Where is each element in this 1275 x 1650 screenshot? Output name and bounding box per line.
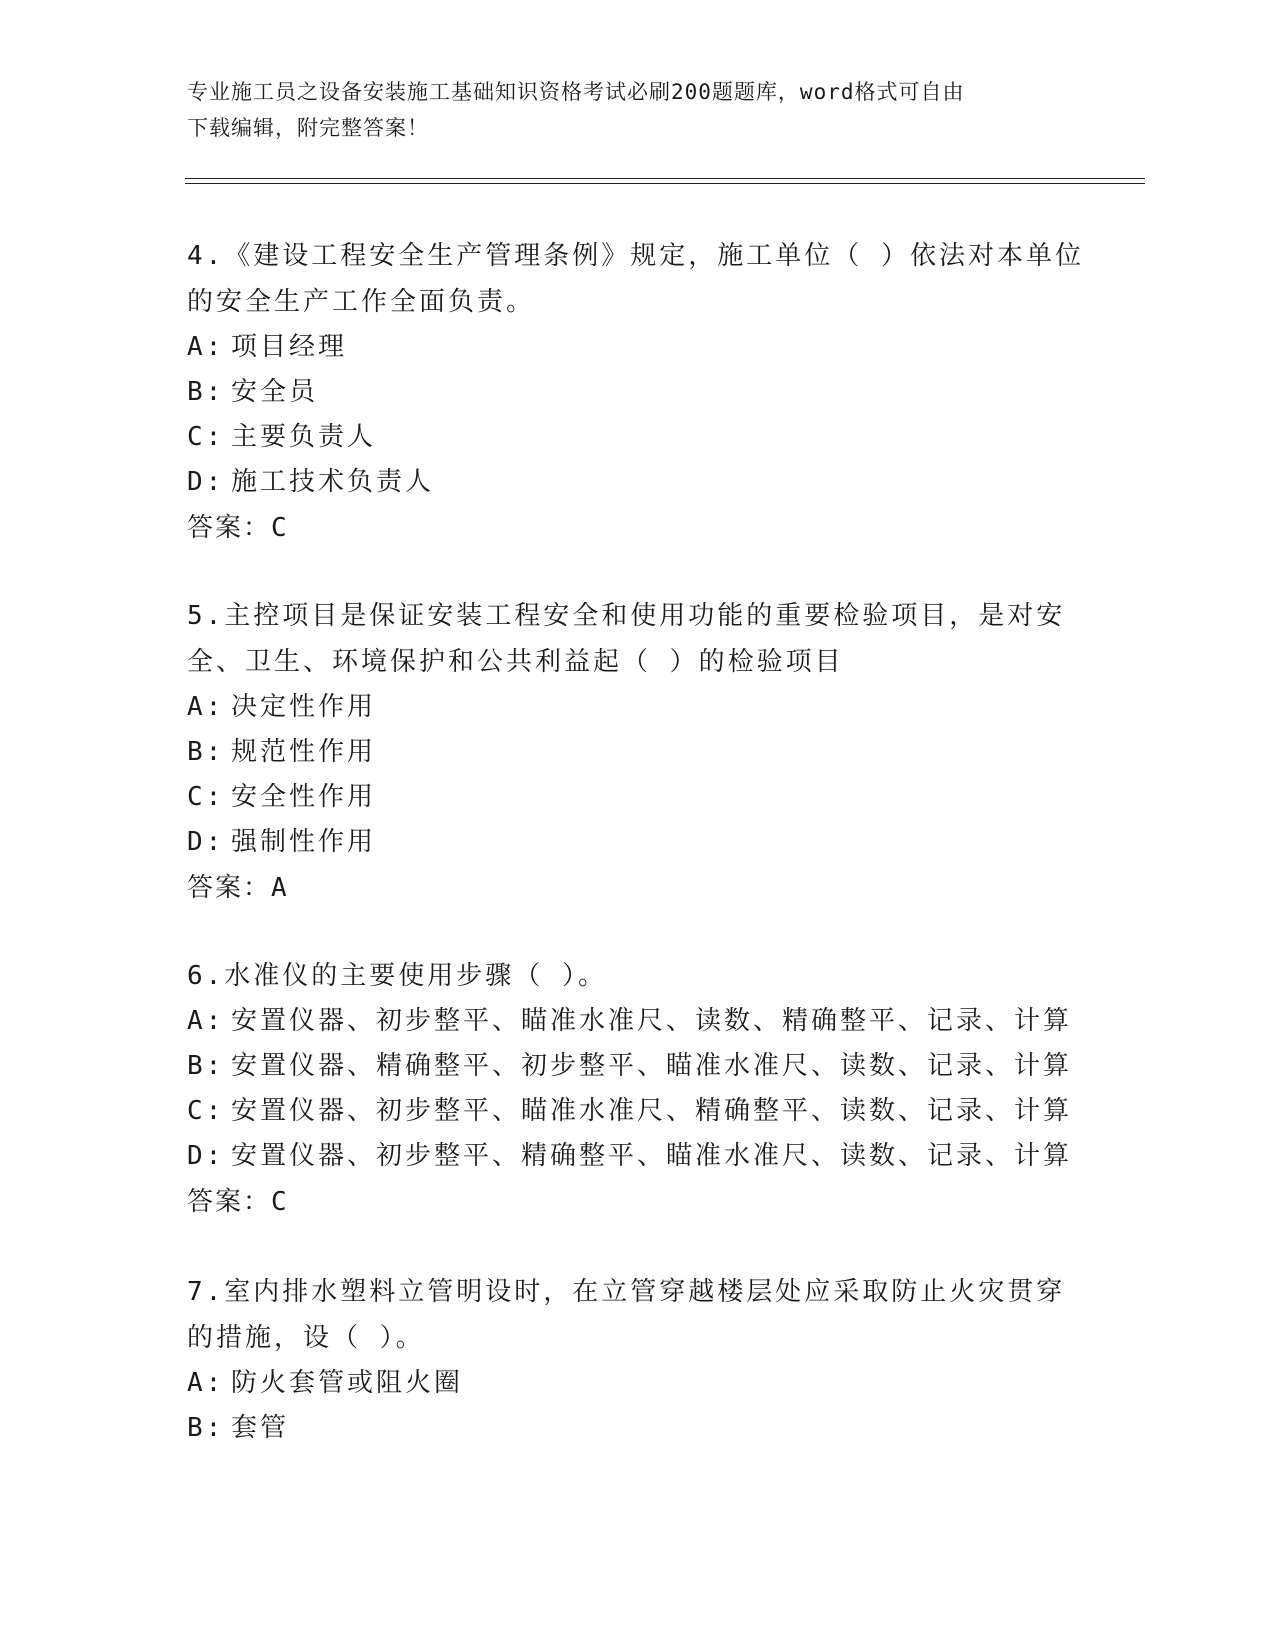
option-text: 安全员 — [231, 377, 319, 407]
option-text: 决定性作用 — [231, 692, 377, 722]
option-text: 安置仪器、初步整平、瞄准水准尺、读数、精确整平、记录、计算 — [231, 1006, 1073, 1036]
option-text: 规范性作用 — [231, 737, 377, 767]
option-text: 套管 — [231, 1413, 290, 1443]
option-d — [187, 1134, 1087, 1179]
option-label: C: — [187, 422, 225, 452]
option-b — [187, 1406, 1087, 1451]
answer-value: A — [271, 873, 289, 903]
option-b — [187, 1044, 1087, 1089]
option-label: B: — [187, 1051, 225, 1081]
answer-line — [187, 505, 1087, 551]
option-c — [187, 1089, 1087, 1134]
header-line-2: 下载编辑，附完整答案！ — [187, 116, 429, 140]
option-label: D: — [187, 827, 225, 857]
option-label: C: — [187, 782, 225, 812]
question-4 — [187, 233, 1087, 551]
answer-value: C — [271, 1187, 289, 1217]
option-label: B: — [187, 737, 225, 767]
option-text: 防火套管或阻火圈 — [231, 1368, 464, 1398]
option-label: D: — [187, 1141, 225, 1171]
option-d — [187, 460, 1087, 505]
answer-line — [187, 1179, 1087, 1225]
question-text: 4.《建设工程安全生产管理条例》规定，施工单位（ ）依法对本单位的安全生产工作全面负责。 — [187, 241, 1084, 317]
answer-line — [187, 865, 1087, 911]
option-label: D: — [187, 467, 225, 497]
answer-label: 答案： — [187, 513, 272, 543]
option-label: C: — [187, 1096, 225, 1126]
option-b — [187, 730, 1087, 775]
option-text: 安置仪器、精确整平、初步整平、瞄准水准尺、读数、记录、计算 — [231, 1051, 1073, 1081]
question-text: 5.主控项目是保证安装工程安全和使用功能的重要检验项目，是对安全、卫生、环境保护和公共利益起（ ）的检验项目 — [187, 601, 1066, 677]
option-text: 项目经理 — [231, 332, 348, 362]
question-5 — [187, 593, 1087, 911]
option-label: A: — [187, 332, 225, 362]
header-line-1: 专业施工员之设备安装施工基础知识资格考试必刷200题题库，word格式可自由 — [187, 80, 965, 104]
header-divider-top — [185, 178, 1145, 179]
option-d — [187, 820, 1087, 865]
option-a — [187, 999, 1087, 1044]
option-label: A: — [187, 1368, 225, 1398]
option-label: B: — [187, 377, 225, 407]
question-text: 6.水准仪的主要使用步骤（ ）。 — [187, 961, 607, 991]
option-b — [187, 370, 1087, 415]
question-6 — [187, 953, 1087, 1225]
option-c — [187, 775, 1087, 820]
answer-label: 答案： — [187, 873, 272, 903]
answer-label: 答案： — [187, 1187, 272, 1217]
option-label: A: — [187, 1006, 225, 1036]
option-text: 安全性作用 — [231, 782, 377, 812]
document-header — [187, 74, 1087, 146]
option-a — [187, 685, 1087, 730]
option-label: A: — [187, 692, 225, 722]
option-a — [187, 1361, 1087, 1406]
question-7 — [187, 1269, 1087, 1451]
option-label: B: — [187, 1413, 225, 1443]
option-text: 施工技术负责人 — [231, 467, 435, 497]
answer-value: C — [271, 513, 289, 543]
option-text: 主要负责人 — [231, 422, 377, 452]
option-text: 安置仪器、初步整平、精确整平、瞄准水准尺、读数、记录、计算 — [231, 1141, 1073, 1171]
option-text: 安置仪器、初步整平、瞄准水准尺、精确整平、读数、记录、计算 — [231, 1096, 1073, 1126]
option-a — [187, 325, 1087, 370]
option-c — [187, 415, 1087, 460]
question-text: 7.室内排水塑料立管明设时，在立管穿越楼层处应采取防止火灾贯穿的措施，设（ ）。 — [187, 1277, 1066, 1353]
option-text: 强制性作用 — [231, 827, 377, 857]
header-divider-bottom — [185, 183, 1145, 184]
